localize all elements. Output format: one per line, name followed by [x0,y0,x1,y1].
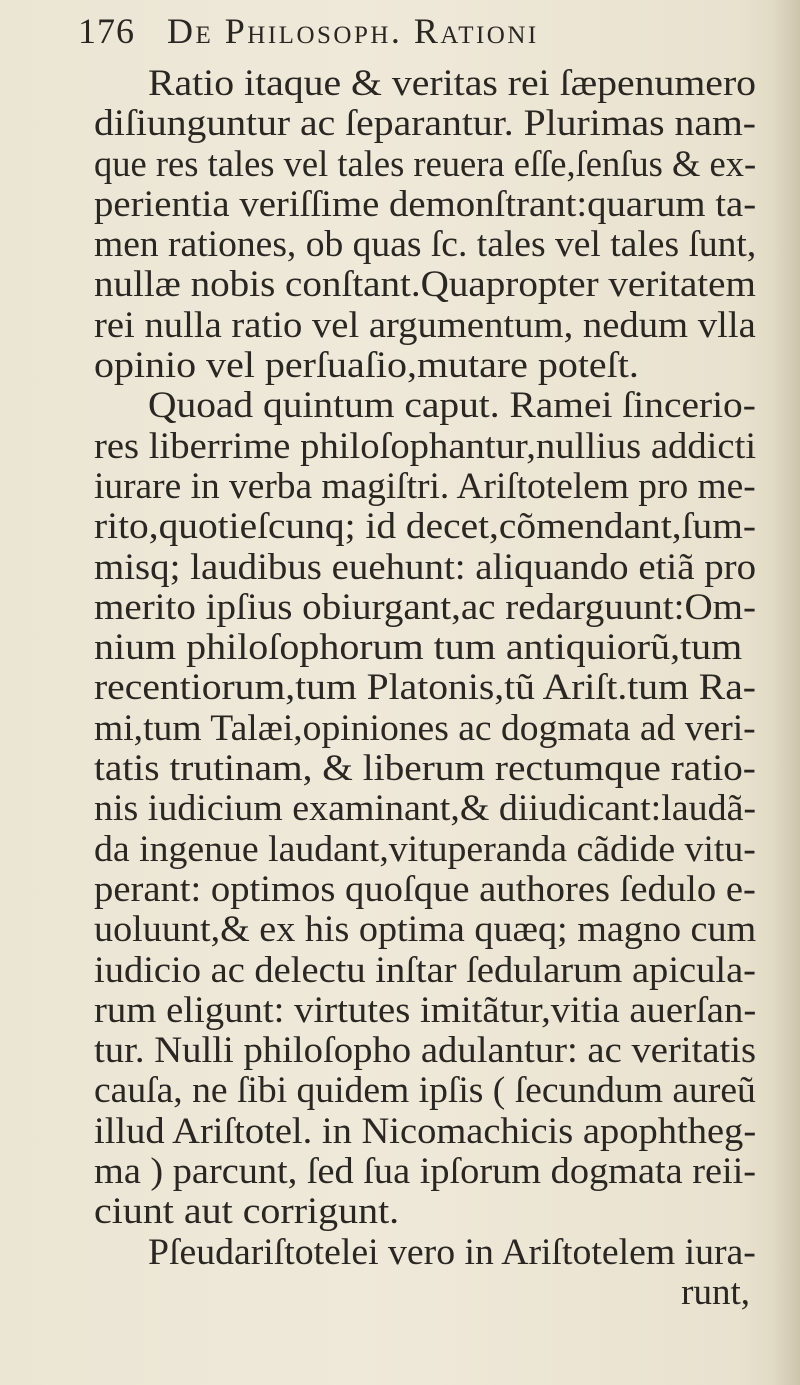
text-line: opinio vel perſuaſio,mutare poteſt. [94,345,639,387]
text-line: cauſa, ne ſibi quidem ipſis ( ſecundum aureũ [94,1070,756,1112]
text-line: res liberrime philoſophantur,nullius addicti [94,425,757,467]
text-line: diſiunguntur ac ſeparantur. Plurimas nam- [94,103,757,145]
text-line: Ratio itaque & veritas rei ſæpenumero [148,63,757,104]
text-line: men rationes, ob quas ſc. tales vel tales ſunt, [94,224,757,266]
text-line: illud Ariſtotel. in Nicomachicis apophtheg- [94,1110,757,1152]
text-line: nis iudicium examinant,& diiudicant:laudã- [94,788,757,830]
body-text [94,64,774,1313]
text-line: misq; laudibus euehunt: aliquando etiã pro [94,546,757,588]
text-line: recentiorum,tum Platonis,tũ Ariſt.tum Ra- [94,667,756,709]
text-line: Quoad quintum caput. Ramei ſincerio- [148,385,756,427]
text-line: que res tales vel tales reuera eſſe,ſenſus & ex- [94,143,757,185]
text-line: ma ) parcunt, ſed ſua ipſorum dogmata reii- [94,1151,757,1193]
text-line: iudicio ac delectu inſtar ſedularum apicula- [94,949,756,991]
text-line: perientia veriſſime demonſtrant:quarum ta- [94,183,757,225]
running-head: De Philosoph. Rationi [167,11,539,51]
text-line: iurare in verba magiſtri. Ariſtotelem pro me- [94,465,756,507]
text-line: mi,tum Talæi,opiniones ac dogmata ad veri- [94,707,756,749]
text-line: nullæ nobis conſtant.Quapropter veritatem [94,264,756,306]
page-edge-shadow [772,0,800,1385]
text-line: nium philoſophorum tum antiquiorũ,tum [94,627,743,669]
text-line: merito ipſius obiurgant,ac redarguunt:Om- [94,586,757,628]
text-line: uoluunt,& ex his optima quæq; magno cum [94,909,757,951]
text-line: rito,quotieſcunq; id decet,cõmendant,ſum- [94,506,757,548]
catchword: runt, [681,1271,750,1313]
text-line: Pſeudariſtotelei vero in Ariſtotelem iura- [148,1231,756,1273]
text-line: perant: optimos quoſque authores ſedulo e- [94,868,756,910]
text-line: da ingenue laudant,vituperanda cãdide vitu- [94,828,756,870]
page-header [78,10,758,62]
text-line: tatis trutinam, & liberum rectumque ratio- [94,748,756,790]
text-line: ciunt aut corrigunt. [94,1191,400,1233]
page-number: 176 [78,11,135,51]
text-line: rei nulla ratio vel argumentum, nedum vlla [94,304,756,346]
text-line: rum eligunt: virtutes imitãtur,vitia auerſan- [94,989,757,1031]
text-line: tur. Nulli philoſopho adulantur: ac veritatis [94,1030,757,1072]
